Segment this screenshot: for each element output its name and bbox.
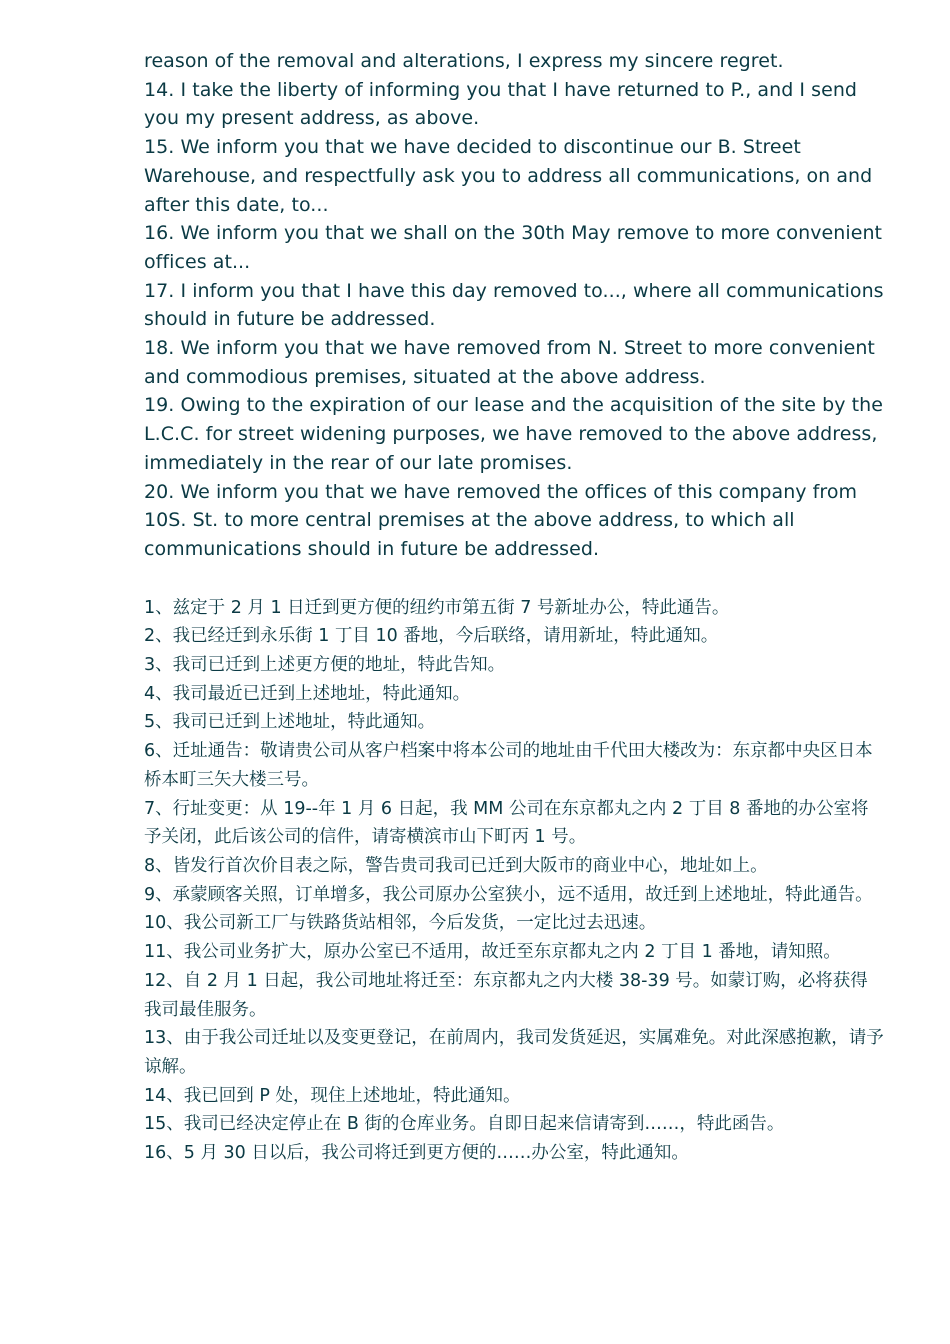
chinese-paragraph: 12、自 2 月 1 日起，我公司地址将迁至：东京都丸之内大楼 38-39 号。如蒙订购，必将获得我司最佳服务。 xyxy=(144,970,868,1020)
chinese-paragraph: 8、皆发行首次价目表之际，警告贵司我司已迁到大阪市的商业中心，地址如上。 xyxy=(144,855,768,876)
english-paragraph: 17. I inform you that I have this day removed to..., where all communications should in future be addressed. xyxy=(144,279,884,331)
chinese-paragraph: 15、我司已经决定停止在 B 街的仓库业务。自即日起来信请寄到……，特此函告。 xyxy=(144,1114,785,1135)
english-paragraph: 19. Owing to the expiration of our lease and the acquisition of the site by the L.C.C. for street widening purposes, we have removed to the above address, immediately in the rear of our late promises. xyxy=(144,394,883,474)
chinese-paragraph: 2、我已经迁到永乐街 1 丁目 10 番地，今后联络，请用新址，特此通知。 xyxy=(144,626,719,647)
english-paragraph: 15. We inform you that we have decided to discontinue our B. Street Warehouse, and respectfully ask you to address all communications, on and after this date, to... xyxy=(144,136,873,216)
chinese-paragraph: 4、我司最近已迁到上述地址，特此通知。 xyxy=(144,683,471,704)
document-page xyxy=(144,47,884,1168)
chinese-paragraph: 1、兹定于 2 月 1 日迁到更方便的纽约市第五街 7 号新址办公，特此通告。 xyxy=(144,597,730,618)
chinese-paragraph: 16、5 月 30 日以后，我公司将迁到更方便的……办公室，特此通知。 xyxy=(144,1143,689,1164)
english-paragraph: 16. We inform you that we shall on the 30th May remove to more convenient offices at... xyxy=(144,222,883,273)
chinese-paragraph: 6、迁址通告：敬请贵公司从客户档案中将本公司的地址由千代田大楼改为：东京都中央区日本桥本町三矢大楼三号。 xyxy=(144,741,873,790)
english-paragraph: 20. We inform you that we have removed the offices of this company from 10S. St. to more central premises at the above address, to which all communications should in future be addressed. xyxy=(144,480,858,560)
chinese-paragraph: 9、承蒙顾客关照，订单增多，我公司原办公室狭小，远不适用，故迁到上述地址，特此通告。 xyxy=(144,884,873,905)
english-paragraph: 14. I take the liberty of informing you that I have returned to P., and I send you my present address, as above. xyxy=(144,78,858,130)
chinese-paragraph: 14、我已回到 P 处，现住上述地址，特此通知。 xyxy=(144,1085,521,1106)
chinese-paragraph: 7、行址变更：从 19--年 1 月 6 日起，我 MM 公司在东京都丸之内 2 丁目 8 番地的办公室将予关闭，此后该公司的信件，请寄横滨市山下町丙 1 号。 xyxy=(144,798,869,848)
chinese-paragraph: 11、我公司业务扩大，原办公室已不适用，故迁至东京都丸之内 2 丁目 1 番地，请知照。 xyxy=(144,942,841,963)
chinese-paragraph: 3、我司已迁到上述更方便的地址，特此告知。 xyxy=(144,655,506,676)
chinese-paragraph: 13、由于我公司迁址以及变更登记，在前周内，我司发货延迟，实属难免。对此深感抱歉，请予谅解。 xyxy=(144,1028,884,1077)
english-text-block xyxy=(144,47,884,564)
english-paragraph: reason of the removal and alterations, I express my sincere regret. xyxy=(144,50,784,72)
chinese-text-block xyxy=(144,594,884,1168)
chinese-paragraph: 10、我公司新工厂与铁路货站相邻，今后发货，一定比过去迅速。 xyxy=(144,913,657,934)
chinese-paragraph: 5、我司已迁到上述地址，特此通知。 xyxy=(144,712,436,733)
english-paragraph: 18. We inform you that we have removed from N. Street to more convenient and commodious premises, situated at the above address. xyxy=(144,337,875,388)
